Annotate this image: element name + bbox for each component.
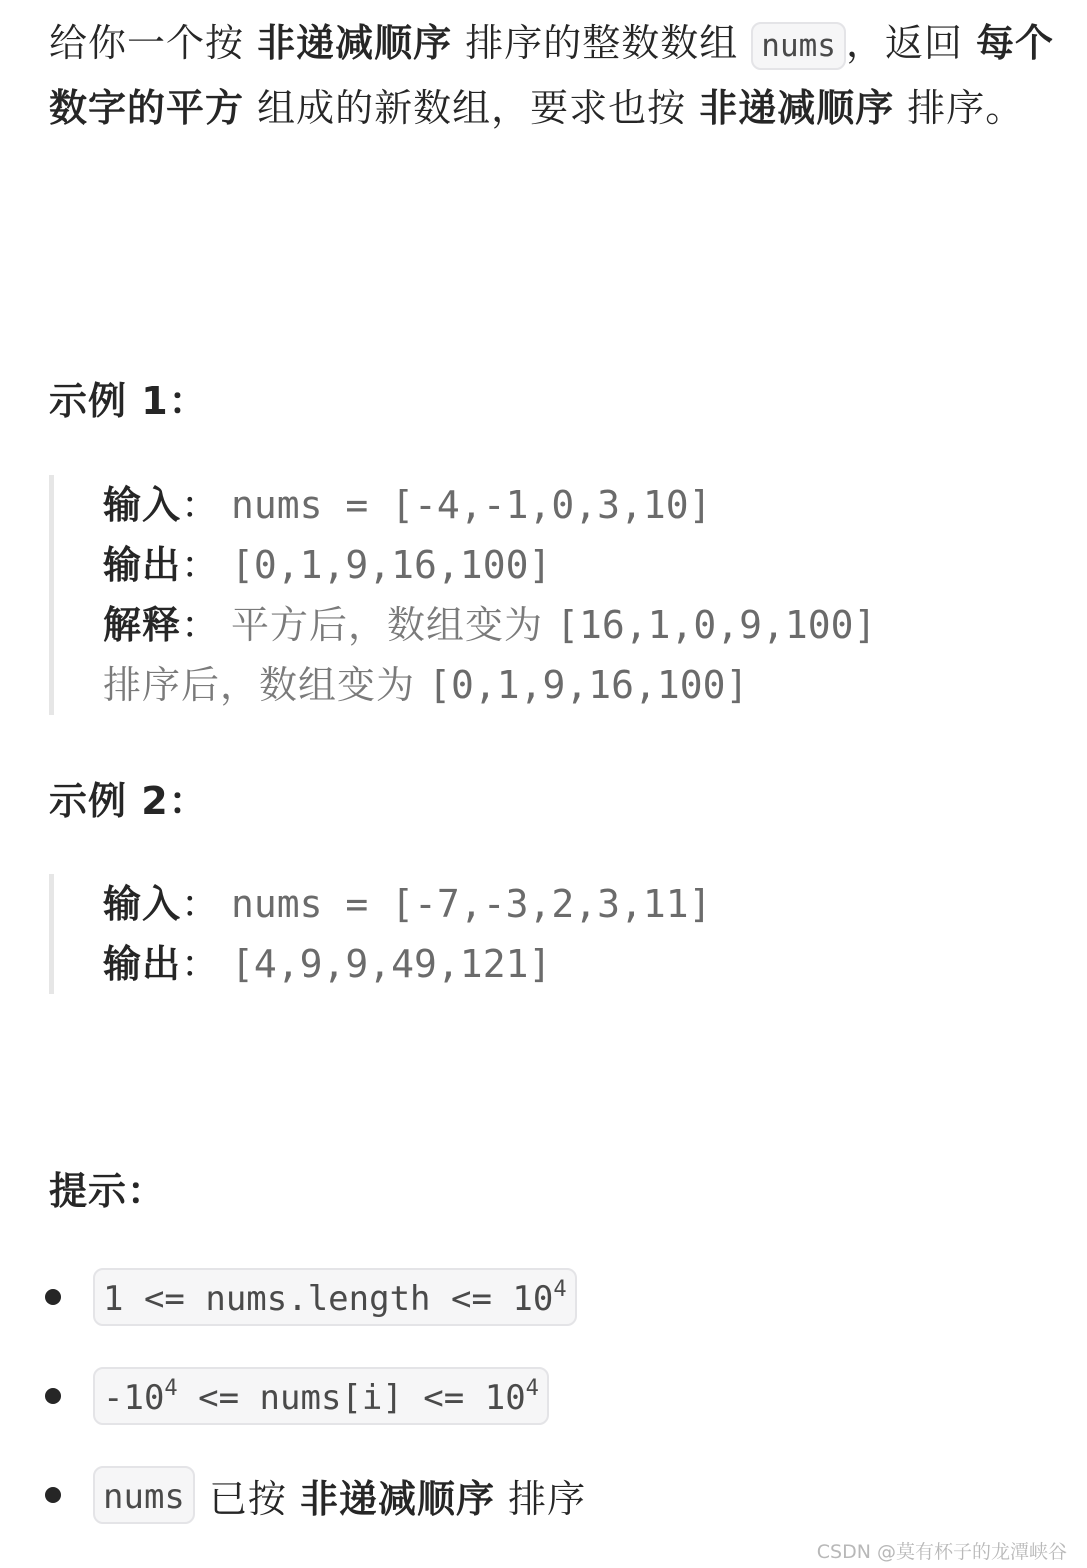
intro-text-3: ，返回: [845, 21, 977, 65]
hint-2-text-b: <= nums[i] <= 10: [177, 1378, 526, 1418]
hint-code-1: [93, 1268, 577, 1326]
example-2-block: [49, 874, 1049, 994]
bullet-icon: [45, 1487, 61, 1503]
example-1-block: [49, 475, 1049, 715]
input-label: 输入: [103, 483, 182, 527]
output-value: [4,9,9,49,121]: [231, 942, 552, 986]
explain-text-2: 排序后，数组变为: [103, 663, 429, 707]
hint-3-text-1: 已按: [208, 1476, 300, 1521]
hint-3-text: [209, 1468, 586, 1523]
explain-label: 解释: [103, 603, 182, 647]
hint-1-text: 1 <= nums.length <= 10: [103, 1279, 554, 1319]
intro-bold-3: 非递减顺序: [699, 86, 895, 130]
watermark: CSDN @莫有杯子的龙潭峡谷: [816, 1541, 1067, 1563]
intro-bold-2: 每个数字的平方: [49, 21, 1055, 130]
input-value: nums = [-7,-3,2,3,11]: [231, 882, 712, 926]
output-value: [0,1,9,16,100]: [231, 543, 552, 587]
hint-item-1: [45, 1266, 577, 1328]
explain-text: 平方后，数组变为: [231, 603, 557, 647]
example-2-heading: 示例 2：: [49, 779, 208, 823]
colon: ：: [181, 942, 220, 986]
explain-value-2: [0,1,9,16,100]: [428, 663, 749, 707]
example-1-output: [103, 535, 1049, 595]
example-2-output: [103, 934, 1049, 994]
hint-2-text-a: -10: [103, 1378, 165, 1418]
hint-item-3: [45, 1464, 586, 1526]
input-label: 输入: [103, 882, 182, 926]
colon: ：: [181, 882, 220, 926]
hint-2-exponent-1: 4: [164, 1376, 178, 1401]
example-1-explanation-2: [103, 655, 1049, 715]
hint-code-2: [93, 1367, 549, 1425]
explain-value: [16,1,0,9,100]: [556, 603, 877, 647]
hint-item-2: [45, 1365, 549, 1427]
hint-3-bold: 非递减顺序: [299, 1476, 495, 1521]
problem-description: [49, 12, 1059, 139]
hint-code-3: nums: [93, 1466, 195, 1524]
intro-text-5: 排序。: [894, 86, 1025, 130]
example-1-heading: 示例 1：: [49, 379, 208, 423]
hint-1-exponent: 4: [553, 1277, 567, 1302]
input-value: nums = [-4,-1,0,3,10]: [231, 483, 712, 527]
example-2-input: [103, 874, 1049, 934]
output-label: 输出: [103, 942, 182, 986]
hints-heading: 提示：: [49, 1169, 167, 1213]
intro-bold-1: 非递减顺序: [257, 21, 453, 65]
inline-code-nums: nums: [751, 22, 846, 70]
hint-3-text-2: 排序: [495, 1476, 587, 1521]
intro-text-4: 组成的新数组，要求也按: [244, 86, 700, 130]
intro-text-2: 排序的整数数组: [452, 21, 752, 65]
hint-2-exponent-2: 4: [525, 1376, 539, 1401]
colon: ：: [181, 483, 220, 527]
colon: ：: [181, 603, 220, 647]
output-label: 输出: [103, 543, 182, 587]
bullet-icon: [45, 1388, 61, 1404]
intro-text-1: 给你一个按: [49, 21, 258, 65]
bullet-icon: [45, 1289, 61, 1305]
example-1-input: [103, 475, 1049, 535]
colon: ：: [181, 543, 220, 587]
example-1-explanation: [103, 595, 1049, 655]
